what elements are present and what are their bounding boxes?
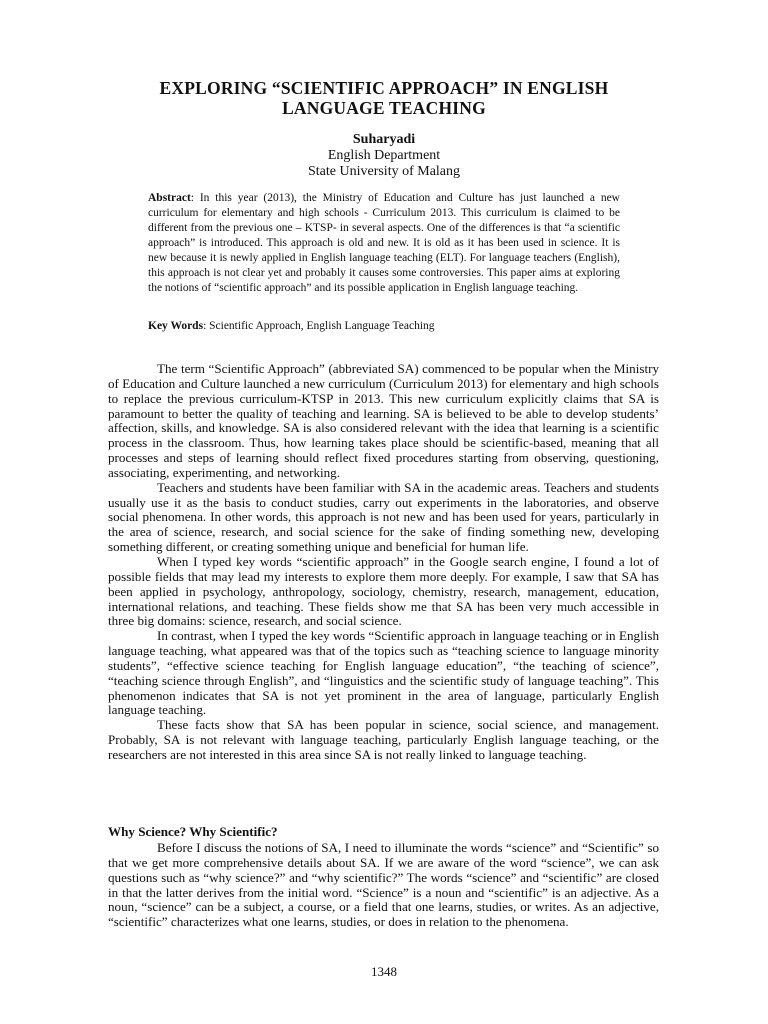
abstract bbox=[148, 191, 620, 296]
title-line-1: EXPLORING “SCIENTIFIC APPROACH” IN ENGLISH bbox=[159, 78, 609, 98]
title-line-2: LANGUAGE TEACHING bbox=[282, 98, 486, 118]
author-block bbox=[108, 132, 660, 180]
abstract-label: Abstract bbox=[148, 192, 191, 204]
paper-title bbox=[108, 78, 660, 118]
section-body bbox=[108, 841, 659, 930]
body-paragraph-4: In contrast, when I typed the key words “Scientific approach in language teaching or in English language teaching, what appeared was that of the topics such as “teaching science to language minority students”, “effective science teaching for English language education”, “the teaching of science”, “teaching science through English”, and “linguistics and the scientific study of language teaching”. This phenomenon indicates that SA is not yet prominent in the area of language, particularly English language teaching. bbox=[108, 628, 659, 718]
section-heading: Why Science? Why Scientific? bbox=[108, 824, 278, 839]
body-paragraph-1: The term “Scientific Approach” (abbreviated SA) commenced to be popular when the Ministry of Education and Culture launched a new curriculum (Curriculum 2013) for elementary and high schools to replace the previous curriculum-KTSP in 2013. This new curriculum explicitly claims that SA is paramount to better the quality of teaching and learning. SA is believed to be able to develop students’ affection, skills, and knowledge. SA is also considered relevant with the idea that learning is a scientific process in the classroom. Thus, how learning takes place should be scientific-based, meaning that all processes and steps of learning should reflect fixed procedures starting from observing, questioning, associating, experimenting, and networking. bbox=[108, 361, 659, 480]
author-institution: State University of Malang bbox=[307, 164, 461, 179]
author-department: English Department bbox=[327, 148, 441, 163]
author-name: Suharyadi bbox=[352, 132, 416, 147]
body-text bbox=[108, 362, 659, 763]
body-paragraph-3: When I typed key words “scientific approach” in the Google search engine, I found a lot of possible fields that may lead my interests to explore them more deeply. For example, I saw that SA has been applied in psychology, anthropology, sociology, chemistry, research, management, education, international relations, and teaching. These fields show me that SA has been very much accessible in three big domains: science, research, and social science. bbox=[108, 553, 659, 629]
body-paragraph-5: These facts show that SA has been popular in science, social science, and management. Probably, SA is not relevant with language teaching, particularly English language teaching, or the researchers are not interested in this area since SA is not really linked to language teaching. bbox=[108, 717, 659, 762]
abstract-text: : In this year (2013), the Ministry of Education and Culture has just launched a new curriculum for elementary and high schools - Curriculum 2013. This curriculum is claimed to be different from the previous one – KTSP- in several aspects. One of the differences is that “a scientific approach” is introduced. This approach is old and new. It is old as it has been used in science. It is new because it is newly applied in English language teaching (ELT). For language teachers (English), this approach is not clear yet and probably it causes some controversies. This paper aims at exploring the notions of “scientific approach” and its possible application in English language teaching. bbox=[148, 192, 620, 294]
page-number: 1348 bbox=[371, 964, 397, 979]
keywords bbox=[148, 319, 620, 334]
section-paragraph-1: Before I discuss the notions of SA, I need to illuminate the words “science” and “Scientific” so that we get more comprehensive details about SA. If we are aware of the word “science”, we can ask questions such as “why science?” and “why scientific?” The words “science” and “scientific” are closed in that the latter derives from the initial word. “Science” is a noun and “scientific” is an adjective. As a noun, “science” can be a subject, a course, or a field that one learns, studies, or writes. As an adjective, “scientific” characterizes what one learns, studies, or does in relation to the phenomena. bbox=[108, 840, 659, 930]
keywords-label: Key Words bbox=[148, 320, 204, 332]
body-paragraph-2: Teachers and students have been familiar with SA in the academic areas. Teachers and students usually use it as the basis to conduct studies, carry out experiments in the laboratories, and observe social phenomena. In other words, this approach is not new and has been used for years, particularly in the area of science, research, and social science for the sake of finding something new, developing something different, or creating something unique and beneficial for human life. bbox=[108, 479, 659, 555]
keywords-text: : Scientific Approach, English Language Teaching bbox=[203, 320, 435, 332]
